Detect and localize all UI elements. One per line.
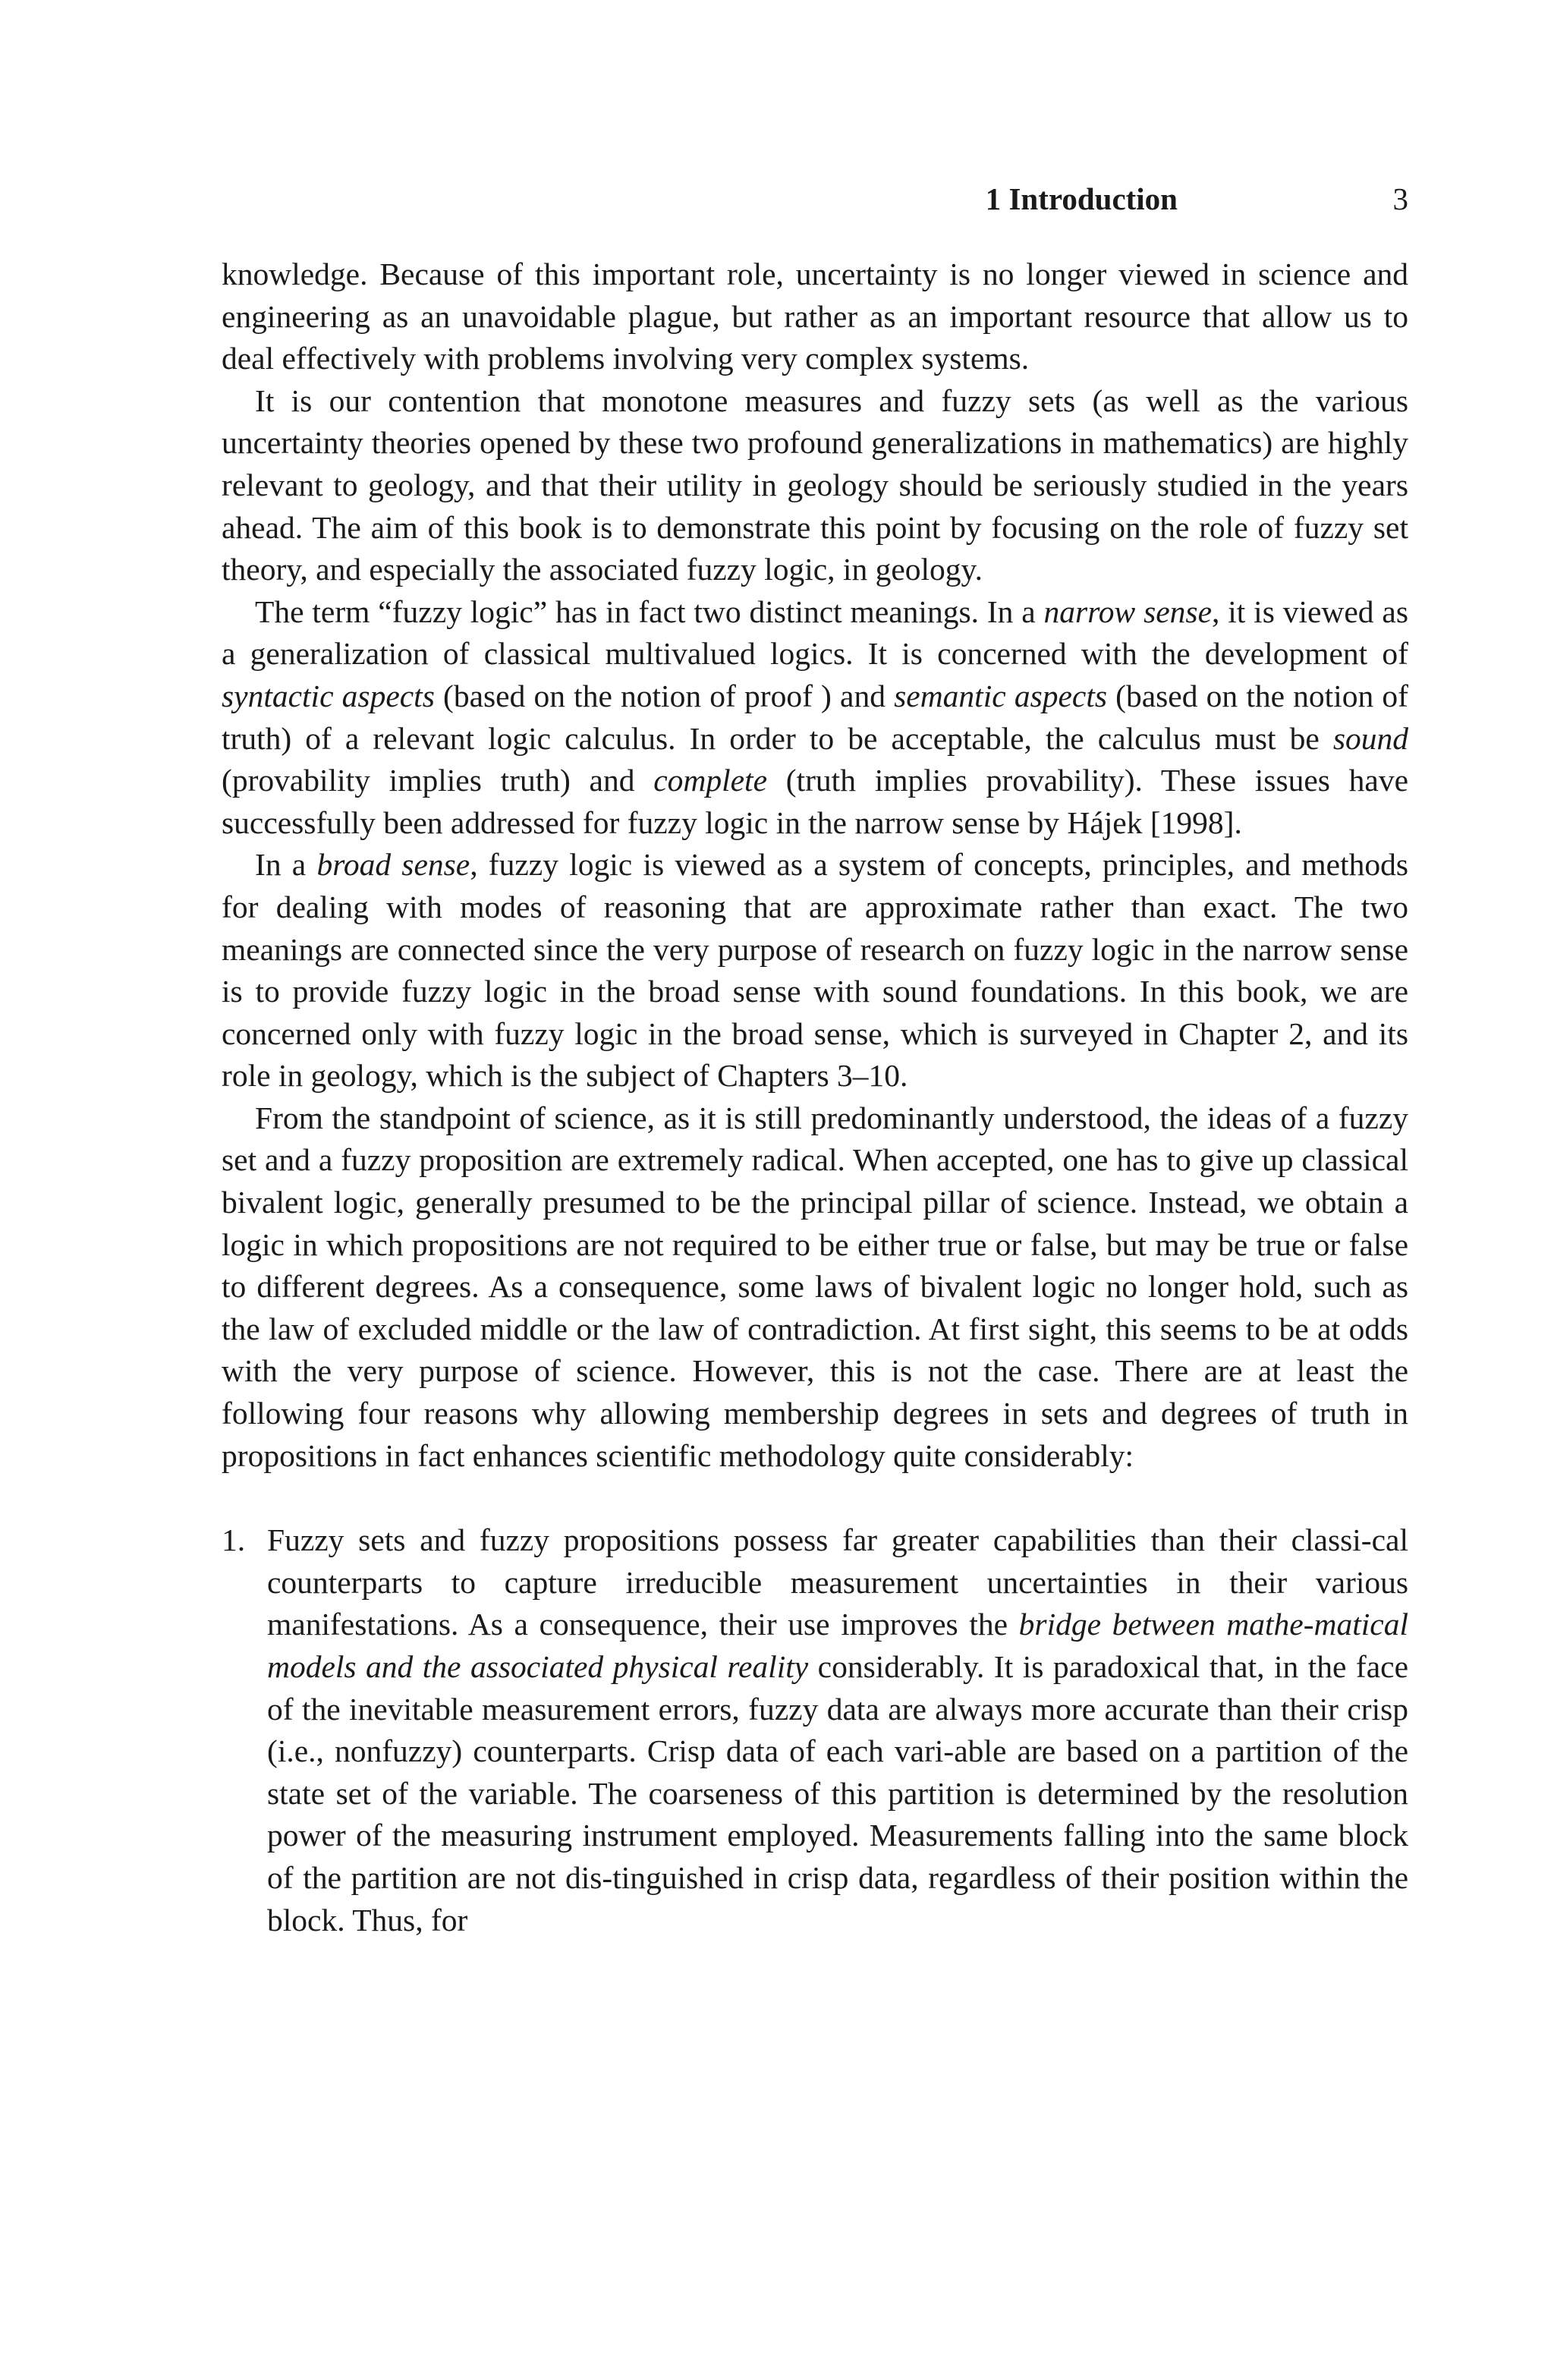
text-run: Fuzzy sets and fuzzy propositions possess far greater capabilities than their classi-cal counterparts to capture irreducible measurement uncertainties in their various manifestations. As a consequence, their use improves the (267, 1522, 1408, 1642)
text-run: , it is viewed as a generalization of classical multivalued logics. It is concerned with the development of (222, 593, 1408, 672)
italic-term: syntactic aspects (222, 678, 435, 713)
text-run: (based on the notion of proof ) and (434, 678, 895, 713)
list-number: 1. (222, 1522, 246, 1558)
text-run: (based on the notion of truth) of a relevant logic calculus. In order to be acceptable, the calculus must be (222, 678, 1408, 756)
paragraph (222, 253, 1408, 380)
paragraph (222, 844, 1408, 1097)
text-run: knowledge. Because of this important role, uncertainty is no longer viewed in science and engineering as an unavoidable plague, but rather as an important resource that allow us to deal effectively with problems involving very complex systems. (222, 257, 1408, 376)
text-run: It is our contention that monotone measures and fuzzy sets (as well as the various uncertainty theories opened by these two profound generalizations in mathematics) are highly relevant to geology, and that their utility in geology should be seriously studied in the years ahead. The aim of this book is to demonstrate this point by focusing on the role of fuzzy set theory, and especially the associated fuzzy logic, in geology. (222, 382, 1408, 587)
paragraph (222, 380, 1408, 591)
paragraph (222, 1097, 1408, 1477)
text-run: From the standpoint of science, as it is still predominantly understood, the ideas of a fuzzy set and a fuzzy proposition are extremely radical. When accepted, one has to give up classical bivalent logic, generally presumed to be the principal pillar of science. Instead, we obtain a logic in which propositions are not required to be either true or false, but may be true or false to different degrees. As a consequence, some laws of bivalent logic no longer hold, such as the law of excluded middle or the law of contradiction. At first sight, this seems to be at odds with the very purpose of science. However, this is not the case. There are at least the following four reasons why allowing membership degrees in sets and degrees of truth in propositions in fact enhances scientific methodology quite considerably: (222, 1100, 1408, 1473)
text-run: The term “fuzzy logic” has in fact two distinct meanings. In a (255, 593, 1044, 629)
text-run: considerably. It is paradoxical that, in the face of the inevitable measurement errors, fuzzy data are always more accurate than their crisp (i.e., nonfuzzy) counterparts. Crisp data of each vari-able are based on a partition of the state set of the variable. The coarseness of this partition is determined by the resolution power of the measuring instrument employed. Measurements falling into the same block of the partition are not dis-tinguished in crisp data, regardless of their position within the block. Thus, for (267, 1649, 1408, 1938)
text-run: In a (255, 847, 317, 883)
paragraph (222, 591, 1408, 845)
text-run: (provability implies truth) and (222, 763, 654, 798)
running-head (222, 175, 1408, 223)
italic-term: semantic aspects (894, 678, 1107, 713)
italic-term: complete (653, 763, 768, 798)
book-page (222, 175, 1408, 1941)
text-run: (truth implies provability). These issues have successfully been addressed for fuzzy logic in the narrow sense by Hájek [1998]. (222, 763, 1408, 840)
list-item (222, 1519, 1408, 1941)
italic-term: bridge between mathe-matical models and the associated physical reality (267, 1607, 1408, 1684)
body-text (222, 253, 1408, 1477)
page-number: 3 (1392, 181, 1408, 216)
italic-term: broad sense (316, 847, 470, 883)
italic-term: narrow sense (1043, 593, 1212, 629)
text-run: , fuzzy logic is viewed as a system of concepts, principles, and methods for dealing with modes of reasoning that are approximate rather than exact. The two meanings are connected since the very purpose of research on fuzzy logic in the narrow sense is to provide fuzzy logic in the broad sense with sound foundations. In this book, we are concerned only with fuzzy logic in the broad sense, which is surveyed in Chapter 2, and its role in geology, which is the subject of Chapters 3–10. (222, 847, 1409, 1094)
italic-term: sound (1332, 720, 1408, 756)
chapter-title: 1 Introduction (985, 181, 1178, 216)
numbered-list (222, 1519, 1408, 1941)
